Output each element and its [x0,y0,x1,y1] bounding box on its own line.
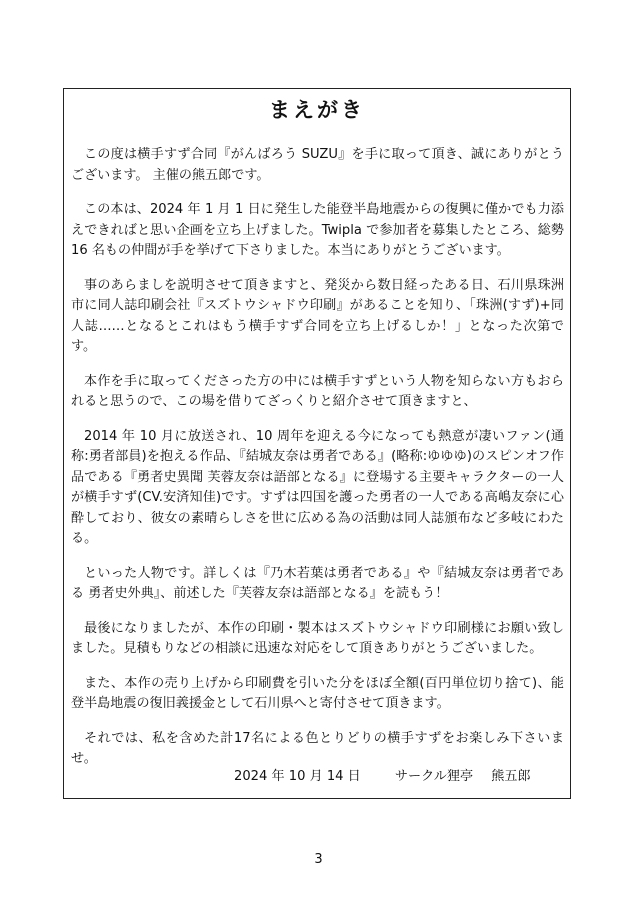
paragraph-thanks: この度は横手すず合同『がんばろう SUZU』を手に取って頂き、誠にありがとうございます。 主催の熊五郎です。 [71,147,564,183]
paragraph-printing: 最後になりましたが、本作の印刷・製本はスズトウシャドウ印刷様にお願い致しました。見積もりなどの相談に迅速な対応をして頂きありがとうございました。 [71,620,564,656]
body-text [71,145,564,784]
paragraph-closing: それでは、私を含めた計17名による色とりどりの横手すずをお楽しみ下さいませ。 [71,730,564,766]
paragraph-recommendation: といった人物です。詳しくは『乃木若葉は勇者である』や『結城友奈は勇者である 勇者史外典』、前述した『芙蓉友奈は語部となる』を読もう！ [71,565,564,601]
signature-circle: サークル狸亭 [394,769,474,784]
paragraph-donation: また、本作の売り上げから印刷費を引いた分をほぼ全額(百円単位切り捨て)、能登半島地震の復旧義援金として石川県へと寄付させて頂きます。 [71,675,564,711]
paragraph-introduction: 本作を手に取ってくださった方の中には横手すずという人物を知らない方もおられると思うので、この場を借りてざっくりと紹介させて頂きますと、 [71,373,564,409]
signature-author: 熊五郎 [491,769,531,784]
signature-date: 2024 年 10 月 14 日 [234,769,361,784]
signature [234,765,531,784]
paragraph-background: 事のあらましを説明させて頂きますと、発災から数日経ったある日、石川県珠洲市に同人誌印刷会社『スズトウシャドウ印刷』があることを知り、「珠洲(すず)+同人誌……となるとこれはもう横手すず合同を立ち上げるしか！」となった次第です。 [71,277,564,354]
page-number: 3 [314,852,323,867]
paragraph-purpose: この本は、2024 年 1 月 1 日に発生した能登半島地震からの復興に僅かでも力添えできればと思い企画を立ち上げました。Twipla で参加者を募集したところ、総勢 16 名もの仲間が手を挙げて下さりました。本当にありがとうございます。 [71,202,564,258]
paragraph-character: 2014 年 10 月に放送され、10 周年を迎える今になっても熱意が凄いファン(通称:勇者部員)を抱える作品、『結城友奈は勇者である』(略称:ゆゆゆ)のスピンオフ作品である『勇者史異聞 芙蓉友奈は語部となる』に登場する主要キャラクターの一人が横手すず(CV.安済知佳)です。すずは四国を護った勇者の一人である高嶋友奈に心酔しており、彼女の素晴らしさを世に広める為の活動は同人誌頒布など多岐にわたる。 [71,428,564,546]
content-frame [63,88,571,799]
page-title: まえがき [269,98,365,122]
